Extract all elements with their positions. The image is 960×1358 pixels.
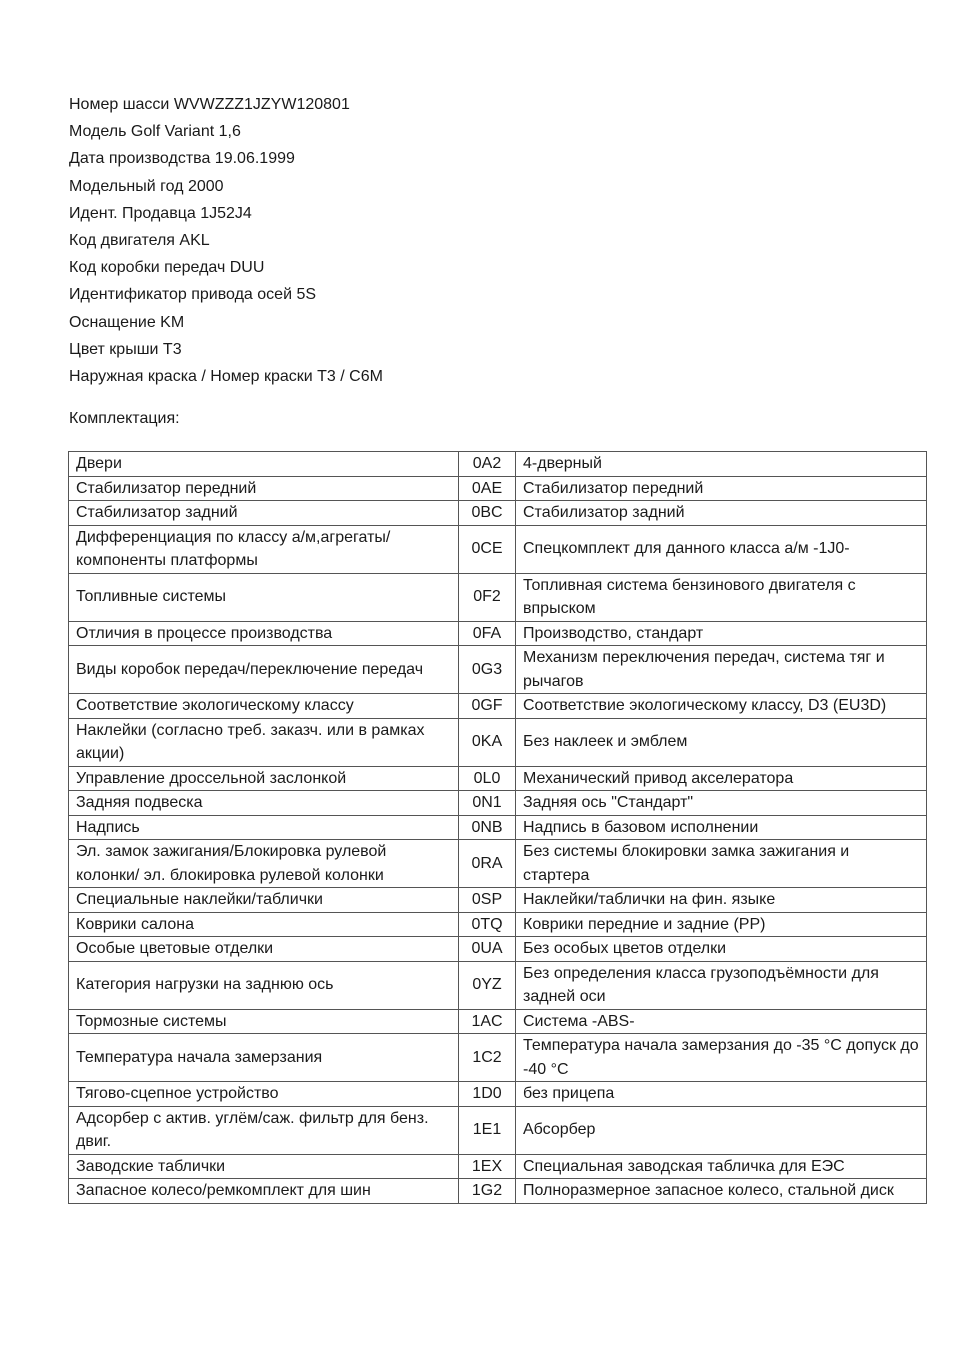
dealer-id: Идент. Продавца 1J52J4	[69, 204, 252, 222]
exterior-paint: Наружная краска / Номер краски T3 / C6M	[69, 367, 383, 385]
option-description: Спецкомплект для данного класса а/м -1J0-	[516, 525, 927, 573]
option-code: 0KA	[459, 718, 516, 766]
option-description: Надпись в базовом исполнении	[516, 815, 927, 840]
table-row	[69, 1034, 927, 1082]
table-row	[69, 912, 927, 937]
option-code: 0F2	[459, 573, 516, 621]
option-name: Специальные наклейки/таблички	[69, 888, 459, 913]
option-name: Заводские таблички	[69, 1154, 459, 1179]
option-code: 0L0	[459, 766, 516, 791]
table-row	[69, 1106, 927, 1154]
engine-code: Код двигателя AKL	[69, 231, 210, 249]
option-code: 0YZ	[459, 961, 516, 1009]
table-row	[69, 718, 927, 766]
option-code: 0G3	[459, 646, 516, 694]
option-description: Без наклеек и эмблем	[516, 718, 927, 766]
axle-drive-id: Идентификатор привода осей 5S	[69, 286, 317, 304]
option-code: 0AE	[459, 476, 516, 501]
option-code: 0TQ	[459, 912, 516, 937]
option-description: Соответствие экологическому классу, D3 (EU3D)	[516, 694, 927, 719]
production-date: Дата производства 19.06.1999	[69, 150, 295, 168]
option-description: Полноразмерное запасное колесо, стальной диск	[516, 1179, 927, 1204]
option-name: Наклейки (согласно треб. заказч. или в рамках акции)	[69, 718, 459, 766]
option-description: Без системы блокировки замка зажигания и стартера	[516, 840, 927, 888]
table-row	[69, 1154, 927, 1179]
option-name: Стабилизатор передний	[69, 476, 459, 501]
option-code: 0GF	[459, 694, 516, 719]
gearbox-code: Код коробки передач DUU	[69, 259, 265, 277]
option-name: Тормозные системы	[69, 1009, 459, 1034]
table-row	[69, 476, 927, 501]
model: Модель Golf Variant 1,6	[69, 123, 241, 141]
option-name: Дифференциация по классу а/м,агрегаты/компоненты платформы	[69, 525, 459, 573]
option-description: Механизм переключения передач, система тяг и рычагов	[516, 646, 927, 694]
vehicle-info-list	[69, 91, 383, 390]
option-name: Запасное колесо/ремкомплект для шин	[69, 1179, 459, 1204]
option-description: Абсорбер	[516, 1106, 927, 1154]
option-code: 1E1	[459, 1106, 516, 1154]
option-description: Задняя ось "Стандарт"	[516, 791, 927, 816]
option-code: 1AC	[459, 1009, 516, 1034]
table-row	[69, 791, 927, 816]
table-row	[69, 840, 927, 888]
table-row	[69, 501, 927, 526]
option-description: 4-дверный	[516, 452, 927, 477]
option-name: Стабилизатор задний	[69, 501, 459, 526]
option-description: Механический привод акселератора	[516, 766, 927, 791]
table-row	[69, 888, 927, 913]
option-code: 0FA	[459, 621, 516, 646]
option-name: Коврики салона	[69, 912, 459, 937]
option-name: Топливные системы	[69, 573, 459, 621]
option-name: Соответствие экологическому классу	[69, 694, 459, 719]
table-row	[69, 694, 927, 719]
option-name: Эл. замок зажигания/Блокировка рулевой колонки/ эл. блокировка рулевой колонки	[69, 840, 459, 888]
option-description: Стабилизатор передний	[516, 476, 927, 501]
option-description: без прицепа	[516, 1082, 927, 1107]
option-name: Двери	[69, 452, 459, 477]
option-code: 0UA	[459, 937, 516, 962]
option-description: Система -ABS-	[516, 1009, 927, 1034]
option-description: Топливная система бензинового двигателя с впрыском	[516, 573, 927, 621]
option-code: 1C2	[459, 1034, 516, 1082]
option-code: 0BC	[459, 501, 516, 526]
table-row	[69, 1009, 927, 1034]
option-description: Наклейки/таблички на фин. языке	[516, 888, 927, 913]
option-name: Особые цветовые отделки	[69, 937, 459, 962]
option-name: Задняя подвеска	[69, 791, 459, 816]
table-row	[69, 1082, 927, 1107]
roof-color: Цвет крыши T3	[69, 340, 182, 358]
option-code: 0A2	[459, 452, 516, 477]
equipment-code: Оснащение KM	[69, 313, 185, 331]
equipment-table	[68, 451, 927, 1204]
option-name: Управление дроссельной заслонкой	[69, 766, 459, 791]
option-code: 0RA	[459, 840, 516, 888]
option-name: Тягово-сцепное устройство	[69, 1082, 459, 1107]
option-description: Без определения класса грузоподъёмности для задней оси	[516, 961, 927, 1009]
option-description: Специальная заводская табличка для ЕЭС	[516, 1154, 927, 1179]
option-name: Адсорбер с актив. углём/саж. фильтр для бенз. двиг.	[69, 1106, 459, 1154]
table-row	[69, 646, 927, 694]
table-row	[69, 573, 927, 621]
option-code: 0N1	[459, 791, 516, 816]
option-description: Стабилизатор задний	[516, 501, 927, 526]
option-code: 0CE	[459, 525, 516, 573]
table-row	[69, 815, 927, 840]
table-row	[69, 766, 927, 791]
table-row	[69, 452, 927, 477]
option-description: Температура начала замерзания до -35 °C допуск до -40 °C	[516, 1034, 927, 1082]
table-row	[69, 1179, 927, 1204]
table-row	[69, 937, 927, 962]
equipment-heading: Комплектация:	[69, 410, 180, 427]
table-row	[69, 525, 927, 573]
option-code: 0SP	[459, 888, 516, 913]
option-name: Отличия в процессе производства	[69, 621, 459, 646]
option-description: Производство, стандарт	[516, 621, 927, 646]
option-name: Надпись	[69, 815, 459, 840]
option-description: Коврики передние и задние (PP)	[516, 912, 927, 937]
option-code: 1D0	[459, 1082, 516, 1107]
table-row	[69, 961, 927, 1009]
chassis-number: Номер шасси WVWZZZ1JZYW120801	[69, 96, 350, 113]
option-description: Без особых цветов отделки	[516, 937, 927, 962]
option-code: 1EX	[459, 1154, 516, 1179]
option-name: Виды коробок передач/переключение передач	[69, 646, 459, 694]
option-code: 0NB	[459, 815, 516, 840]
option-code: 1G2	[459, 1179, 516, 1204]
option-name: Температура начала замерзания	[69, 1034, 459, 1082]
option-name: Категория нагрузки на заднюю ось	[69, 961, 459, 1009]
model-year: Модельный год 2000	[69, 177, 224, 195]
table-row	[69, 621, 927, 646]
